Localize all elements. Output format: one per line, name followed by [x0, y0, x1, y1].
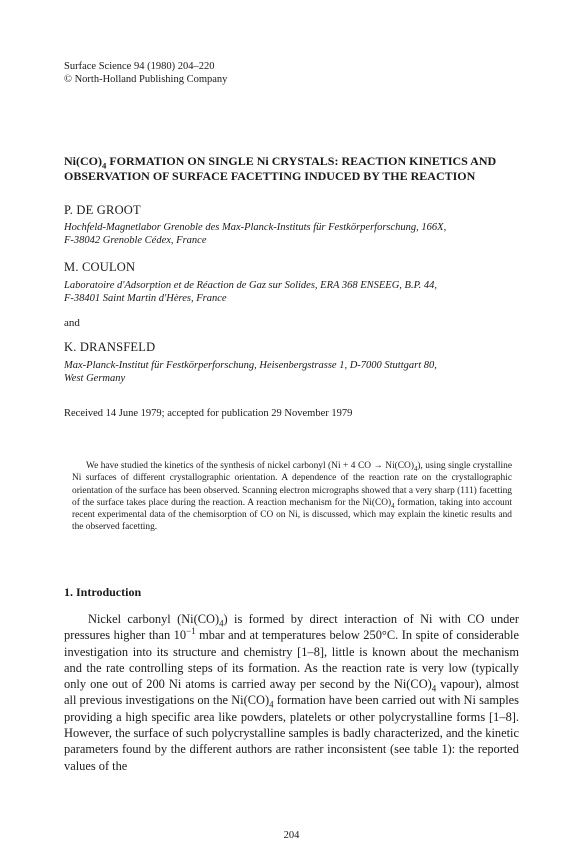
- page-number: 204: [283, 830, 300, 841]
- body-subscript: 4: [219, 618, 224, 629]
- publisher-line: © North-Holland Publishing Company: [64, 74, 228, 85]
- abstract-subscript: 4: [413, 465, 418, 473]
- affiliation-line: F-38401 Saint Martin d'Hères, France: [64, 293, 227, 304]
- section-heading: 1. Introduction: [64, 585, 142, 599]
- body-superscript: −1: [186, 626, 196, 637]
- author-name: K. DRANSFELD: [64, 340, 156, 354]
- body-text: Nickel carbonyl (Ni(CO): [88, 612, 220, 626]
- abstract-text: ), using single crystalline Ni surfaces of different crystallographic orientation. A dependence of the reaction rate on the crystallographic orientation of the surface has been observed. Scanning electron micrographs showed that a very sharp (111) facetting of the surface takes place during the reaction. A reaction mechanism for the Ni(CO): [72, 461, 512, 508]
- body-text: vapour), almost all previous investigations on the Ni(CO): [64, 677, 519, 708]
- title-formula-subscript: 4: [102, 160, 107, 171]
- author-conjunction: and: [64, 317, 80, 329]
- author-name: M. COULON: [64, 260, 136, 274]
- body-subscript: 4: [269, 699, 274, 710]
- paper-page: [64, 0, 519, 864]
- affiliation-line: Max-Planck-Institut für Festkörperforschung, Heisenbergstrasse 1, D-7000 Stuttgart 80,: [64, 360, 437, 371]
- author-name: P. DE GROOT: [64, 203, 141, 217]
- abstract-text: formation, taking into account recent experimental data of the chemisorption of CO on Ni, is discussed, which may explain the kinetic results and the observed facetting.: [72, 497, 512, 533]
- paper-title: [64, 154, 519, 184]
- abstract: [72, 460, 512, 534]
- author-affiliation: [64, 359, 519, 385]
- affiliation-line: F-38042 Grenoble Cédex, France: [64, 235, 207, 246]
- author-affiliation: [64, 279, 519, 305]
- journal-header: [64, 60, 227, 86]
- journal-citation: Surface Science 94 (1980) 204–220: [64, 61, 215, 72]
- body-text: formation have been carried out with Ni samples providing a high specific area like powders, platelets or other polycrystalline forms [1–8]. However, the surface of such polycrystalline samples is badly characterized, and the kinetic parameters found by the different authors are rather inconsistent (see table 1): the reported values of the: [64, 693, 520, 773]
- affiliation-line: Laboratoire d'Adsorption et de Réaction de Gaz sur Solides, ERA 368 ENSEEG, B.P. 44,: [64, 280, 438, 291]
- affiliation-line: West Germany: [64, 373, 126, 384]
- author-affiliation: [64, 221, 519, 247]
- title-formula: Ni(CO): [64, 154, 102, 168]
- body-text: mbar and at temperatures below 250°C. In spite of considerable investigation into its structure and chemistry [1–8], little is known about the mechanism and the rate controlling steps of its formation. As the reaction rate is very low (typically only one out of 200 Ni atoms is carried away per second by the Ni(CO): [64, 628, 519, 692]
- affiliation-line: Hochfeld-Magnetlabor Grenoble des Max-Planck-Instituts für Festkörperforschung, 166X,: [64, 222, 447, 233]
- body-subscript: 4: [431, 683, 437, 694]
- body-text: ) is formed by direct interaction of Ni with CO under pressures higher than 10: [64, 612, 519, 643]
- abstract-text: We have studied the kinetics of the synthesis of nickel carbonyl (Ni + 4 CO → Ni(CO): [86, 461, 414, 471]
- body-paragraph: [64, 611, 519, 774]
- title-text: FORMATION ON SINGLE Ni CRYSTALS: REACTION KINETICS AND OBSERVATION OF SURFACE FACETTING INDUCED BY THE REACTION: [64, 154, 497, 183]
- received-dates: Received 14 June 1979; accepted for publication 29 November 1979: [64, 408, 353, 419]
- abstract-subscript: 4: [391, 502, 395, 510]
